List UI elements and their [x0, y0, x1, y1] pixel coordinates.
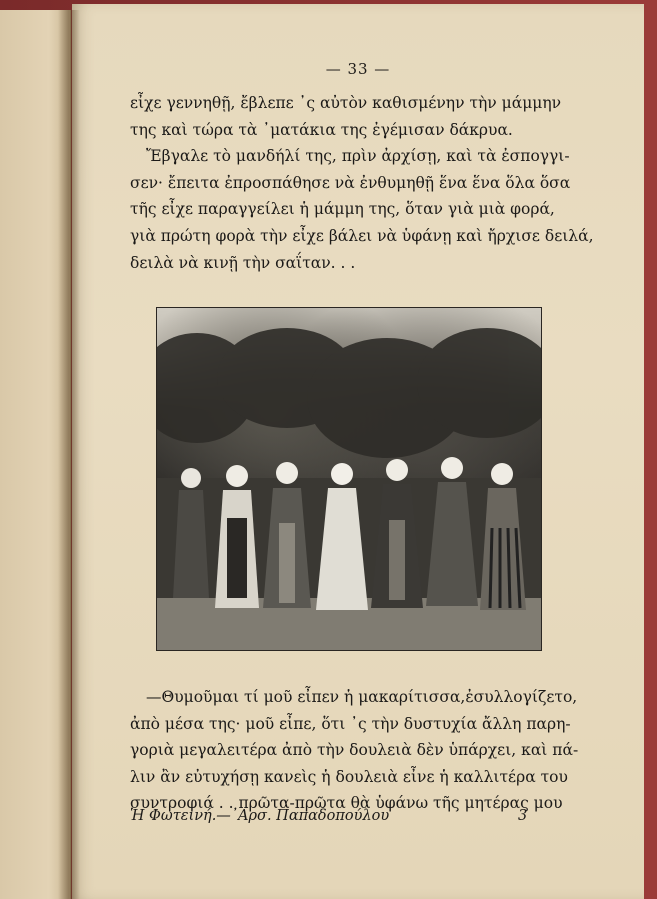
text-line: λιν ἂν εὐτυχήσῃ κανεὶς ἡ δουλειὰ εἶνε ἡ καλλιτέρα του [130, 767, 568, 786]
book-page [72, 4, 644, 899]
text-line: γιὰ πρώτη φορὰ τὴν εἶχε βάλει νὰ ὑφάνῃ καὶ ἤρχισε δειλά, [130, 226, 594, 245]
photo-illustration [157, 308, 541, 650]
text-block-bottom [130, 684, 630, 817]
signature-mark: 3 [518, 808, 528, 824]
text-line: της καὶ τώρα τὰ ᾽ματάκια της ἐγέμισαν δάκρυα. [130, 120, 513, 139]
text-line: δειλὰ νὰ κινῇ τὴν σαΐταν. . . [130, 253, 356, 272]
text-line: γοριὰ μεγαλειτέρα ἀπὸ τὴν δουλειὰ δὲν ὑπάρχει, καὶ πά- [130, 741, 579, 760]
page-footer [130, 808, 590, 824]
text-line: εἶχε γεννηθῇ, ἔβλεπε ᾽ς αὐτὸν καθισμένην τὴν μάμμην [130, 94, 562, 112]
text-block-top [130, 90, 630, 276]
footer-title: Ἡ Φωτεινή.—᾽Αρσ. Παπαδοπούλου [130, 808, 390, 824]
text-line: ἀπὸ μέσα της· μοῦ εἶπε, ὅτι ᾽ς τὴν δυστυχία ἄλλη παρη- [130, 714, 571, 733]
book-gutter [58, 10, 80, 899]
text-line: τῆς εἶχε παραγγείλει ἡ μάμμη της, ὅταν γιὰ μιὰ φορά, [130, 200, 555, 219]
text-line: Ἔβγαλε τὸ μανδήλί της, πρὶν ἀρχίσῃ, καὶ τὰ ἐσπογγι- [146, 147, 570, 166]
text-line: —Θυμοῦμαι τί μοῦ εἶπεν ἡ μακαρίτισσα,ἐσυλλογίζετο, [146, 688, 578, 706]
text-line: συντροφιά . . πρῶτα-πρῶτα θὰ ὑφάνω τῆς μητέρας μου [130, 794, 563, 813]
text-line: σεν· ἔπειτα ἐπροσπάθησε νὰ ἐνθυμηθῇ ἕνα ἕνα ὅλα ὅσα [130, 173, 571, 192]
page-number: — 33 — [325, 60, 391, 78]
photograph-dancers [156, 307, 542, 651]
